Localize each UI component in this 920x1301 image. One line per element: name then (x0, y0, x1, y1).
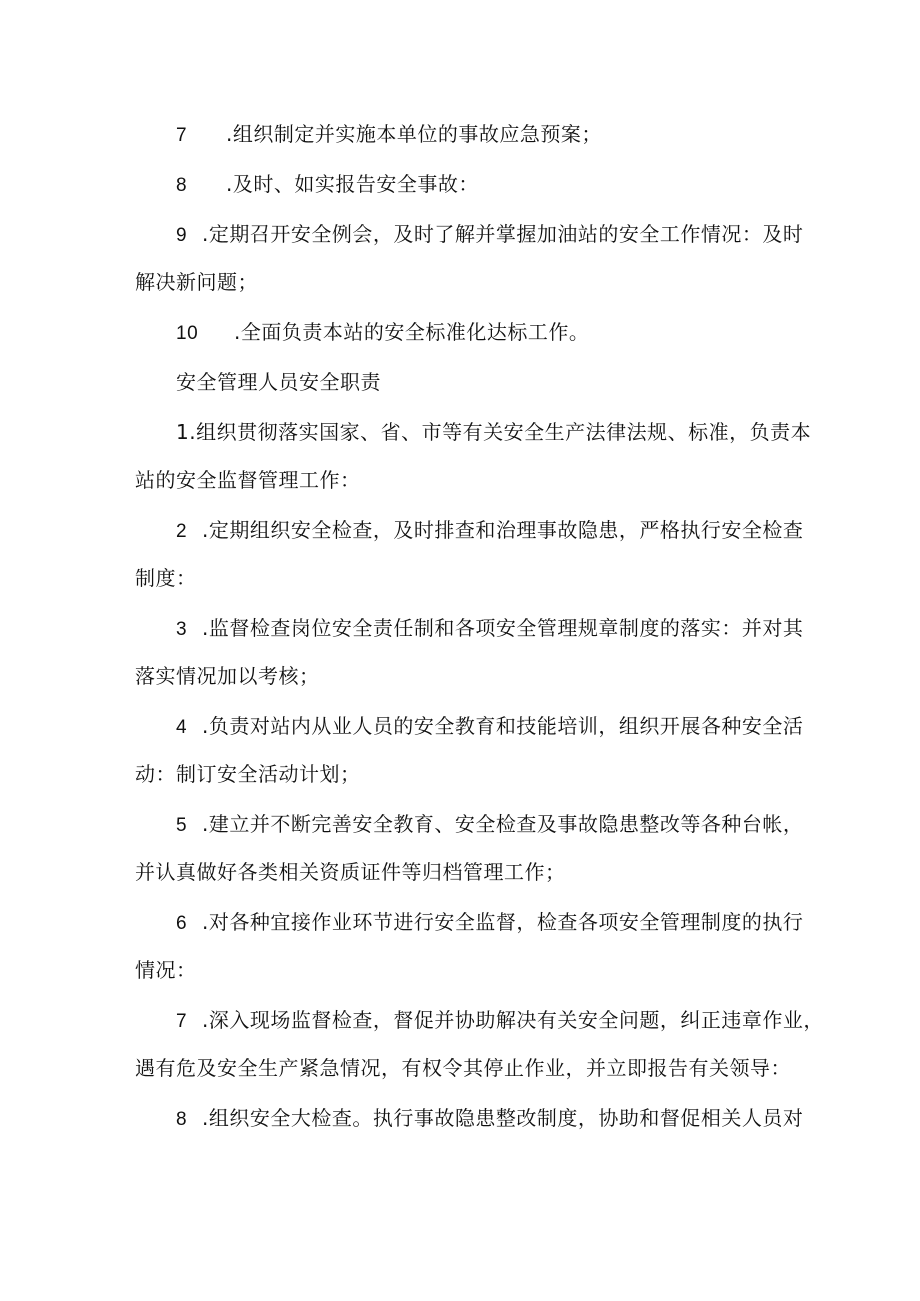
list-item (176, 222, 803, 248)
item-text: .组织制定并实施本单位的事故应急预案； (226, 122, 602, 146)
list-item-continuation (135, 566, 197, 590)
item-text: 解决新问题； (135, 270, 258, 294)
item-text: 站的安全监督管理工作： (135, 468, 361, 492)
item-text: .负责对站内从业人员的安全教育和技能培训，组织开展各种安全活 (202, 714, 804, 738)
item-text: 情况： (135, 958, 197, 982)
list-item (176, 122, 602, 148)
list-item (176, 420, 811, 444)
list-item-continuation (135, 664, 320, 688)
item-number: 6 (176, 913, 188, 934)
item-text: 遇有危及安全生产紧急情况，有权令其停止作业，并立即报告有关领导： (135, 1056, 791, 1080)
list-item-continuation (135, 270, 258, 294)
list-item (176, 518, 803, 544)
item-text: 动：制订安全活动计划； (135, 762, 361, 786)
item-text: .深入现场监督检查，督促并协助解决有关安全问题，纠正违章作业， (202, 1008, 824, 1032)
list-item (176, 812, 803, 838)
list-item (176, 616, 803, 642)
list-item-continuation (135, 860, 566, 884)
item-text: .全面负责本站的安全标准化达标工作。 (234, 320, 590, 344)
heading-text: 安全管理人员安全职责 (176, 370, 381, 394)
list-item (176, 320, 589, 346)
list-item-continuation (135, 762, 361, 786)
item-text: 制度： (135, 566, 197, 590)
item-text: .监督检查岗位安全责任制和各项安全管理规章制度的落实：并对其 (202, 616, 804, 640)
item-text: .定期召开安全例会，及时了解并掌握加油站的安全工作情况：及时 (202, 222, 804, 246)
item-number: 9 (176, 225, 188, 246)
list-item (176, 1008, 824, 1034)
list-item (176, 172, 479, 198)
item-number: 8 (176, 1109, 188, 1130)
list-item (176, 714, 803, 740)
list-item-continuation (135, 1056, 791, 1080)
item-number: 3 (176, 619, 188, 640)
list-item-continuation (135, 958, 197, 982)
item-number: 7 (176, 1011, 188, 1032)
item-number: 4 (176, 717, 188, 738)
item-text: .定期组织安全检查，及时排查和治理事故隐患，严格执行安全检查 (202, 518, 804, 542)
item-text: .组织安全大检查。执行事故隐患整改制度，协助和督促相关人员对 (202, 1106, 804, 1130)
item-number: 5 (176, 815, 188, 836)
item-text: 1.组织贯彻落实国家、省、市等有关安全生产法律法规、标准，负责本 (176, 420, 812, 444)
section-heading (176, 370, 381, 394)
item-text: 落实情况加以考核； (135, 664, 320, 688)
list-item (176, 910, 803, 936)
item-text: .建立并不断完善安全教育、安全检查及事故隐患整改等各种台帐， (202, 812, 804, 836)
item-number: 8 (176, 175, 188, 196)
item-text: .及时、如实报告安全事故： (226, 172, 479, 196)
item-text: .对各种宜接作业环节进行安全监督，检查各项安全管理制度的执行 (202, 910, 804, 934)
item-number: 10 (176, 323, 199, 344)
item-text: 并认真做好各类相关资质证件等归档管理工作； (135, 860, 566, 884)
list-item-continuation (135, 468, 361, 492)
item-number: 2 (176, 521, 188, 542)
item-number: 7 (176, 125, 188, 146)
list-item (176, 1106, 803, 1132)
